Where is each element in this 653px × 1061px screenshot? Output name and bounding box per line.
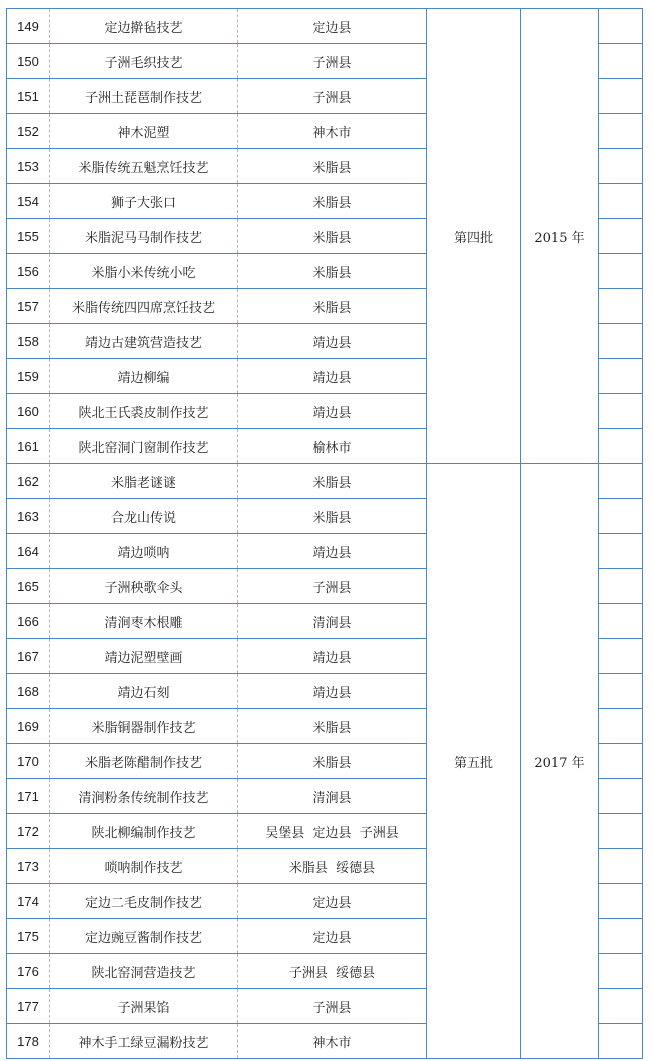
blank-cell [599,884,643,919]
blank-cell [599,359,643,394]
project-name: 子洲毛织技艺 [50,44,238,79]
blank-cell [599,534,643,569]
region: 米脂县 [238,744,427,779]
region: 米脂县 绥德县 [238,849,427,884]
blank-cell [599,989,643,1024]
project-name: 定边豌豆酱制作技艺 [50,919,238,954]
project-name: 子洲秧歌伞头 [50,569,238,604]
table-row [7,9,643,44]
blank-cell [599,79,643,114]
region: 米脂县 [238,149,427,184]
blank-cell [599,569,643,604]
blank-cell [599,709,643,744]
blank-cell [599,674,643,709]
region: 子洲县 绥德县 [238,954,427,989]
project-name: 狮子大张口 [50,184,238,219]
region: 米脂县 [238,184,427,219]
row-number: 167 [7,639,50,674]
region: 靖边县 [238,534,427,569]
row-number: 178 [7,1024,50,1059]
batch-label: 第四批 [427,9,521,464]
row-number: 151 [7,79,50,114]
project-name: 合龙山传说 [50,499,238,534]
project-name: 神木手工绿豆漏粉技艺 [50,1024,238,1059]
row-number: 154 [7,184,50,219]
heritage-table [6,8,643,1059]
region: 榆林市 [238,429,427,464]
project-name: 陕北窑洞门窗制作技艺 [50,429,238,464]
project-name: 定边擀毡技艺 [50,9,238,44]
project-name: 清涧粉条传统制作技艺 [50,779,238,814]
row-number: 161 [7,429,50,464]
blank-cell [599,289,643,324]
blank-cell [599,919,643,954]
project-name: 清涧枣木根雕 [50,604,238,639]
row-number: 172 [7,814,50,849]
row-number: 168 [7,674,50,709]
project-name: 米脂传统四四席烹饪技艺 [50,289,238,324]
blank-cell [599,184,643,219]
region: 定边县 [238,919,427,954]
row-number: 173 [7,849,50,884]
row-number: 175 [7,919,50,954]
project-name: 靖边石刻 [50,674,238,709]
row-number: 177 [7,989,50,1024]
region: 米脂县 [238,709,427,744]
region: 米脂县 [238,254,427,289]
region: 子洲县 [238,79,427,114]
project-name: 子洲果馅 [50,989,238,1024]
region: 米脂县 [238,499,427,534]
region: 子洲县 [238,569,427,604]
blank-cell [599,954,643,989]
row-number: 156 [7,254,50,289]
row-number: 166 [7,604,50,639]
row-number: 159 [7,359,50,394]
table-row [7,464,643,499]
blank-cell [599,149,643,184]
blank-cell [599,639,643,674]
row-number: 174 [7,884,50,919]
row-number: 160 [7,394,50,429]
blank-cell [599,604,643,639]
region: 清涧县 [238,779,427,814]
region: 靖边县 [238,394,427,429]
blank-cell [599,44,643,79]
region: 神木市 [238,114,427,149]
batch-label: 第五批 [427,464,521,1059]
project-name: 陕北王氏裘皮制作技艺 [50,394,238,429]
blank-cell [599,114,643,149]
blank-cell [599,1024,643,1059]
region: 靖边县 [238,639,427,674]
table-body [7,9,643,1059]
row-number: 170 [7,744,50,779]
blank-cell [599,9,643,44]
project-name: 神木泥塑 [50,114,238,149]
year-label: 2017 年 [521,464,599,1059]
project-name: 米脂小米传统小吃 [50,254,238,289]
blank-cell [599,499,643,534]
project-name: 子洲土琵琶制作技艺 [50,79,238,114]
project-name: 米脂传统五魁烹饪技艺 [50,149,238,184]
row-number: 150 [7,44,50,79]
project-name: 米脂老谜谜 [50,464,238,499]
region: 米脂县 [238,219,427,254]
blank-cell [599,849,643,884]
project-name: 唢呐制作技艺 [50,849,238,884]
project-name: 米脂泥马马制作技艺 [50,219,238,254]
blank-cell [599,429,643,464]
blank-cell [599,254,643,289]
blank-cell [599,464,643,499]
row-number: 176 [7,954,50,989]
blank-cell [599,219,643,254]
row-number: 158 [7,324,50,359]
region: 靖边县 [238,359,427,394]
row-number: 163 [7,499,50,534]
project-name: 定边二毛皮制作技艺 [50,884,238,919]
region: 子洲县 [238,44,427,79]
region: 定边县 [238,9,427,44]
row-number: 165 [7,569,50,604]
project-name: 米脂老陈醋制作技艺 [50,744,238,779]
region: 子洲县 [238,989,427,1024]
region: 米脂县 [238,464,427,499]
project-name: 陕北窑洞营造技艺 [50,954,238,989]
region: 定边县 [238,884,427,919]
region: 吴堡县 定边县 子洲县 [238,814,427,849]
project-name: 陕北柳编制作技艺 [50,814,238,849]
blank-cell [599,744,643,779]
region: 靖边县 [238,674,427,709]
region: 清涧县 [238,604,427,639]
project-name: 靖边唢呐 [50,534,238,569]
project-name: 靖边柳编 [50,359,238,394]
region: 靖边县 [238,324,427,359]
project-name: 米脂铜器制作技艺 [50,709,238,744]
project-name: 靖边古建筑营造技艺 [50,324,238,359]
region: 米脂县 [238,289,427,324]
year-label: 2015 年 [521,9,599,464]
blank-cell [599,394,643,429]
row-number: 153 [7,149,50,184]
row-number: 171 [7,779,50,814]
row-number: 152 [7,114,50,149]
project-name: 靖边泥塑壁画 [50,639,238,674]
row-number: 164 [7,534,50,569]
blank-cell [599,779,643,814]
row-number: 149 [7,9,50,44]
row-number: 169 [7,709,50,744]
row-number: 155 [7,219,50,254]
blank-cell [599,324,643,359]
region: 神木市 [238,1024,427,1059]
row-number: 157 [7,289,50,324]
row-number: 162 [7,464,50,499]
blank-cell [599,814,643,849]
